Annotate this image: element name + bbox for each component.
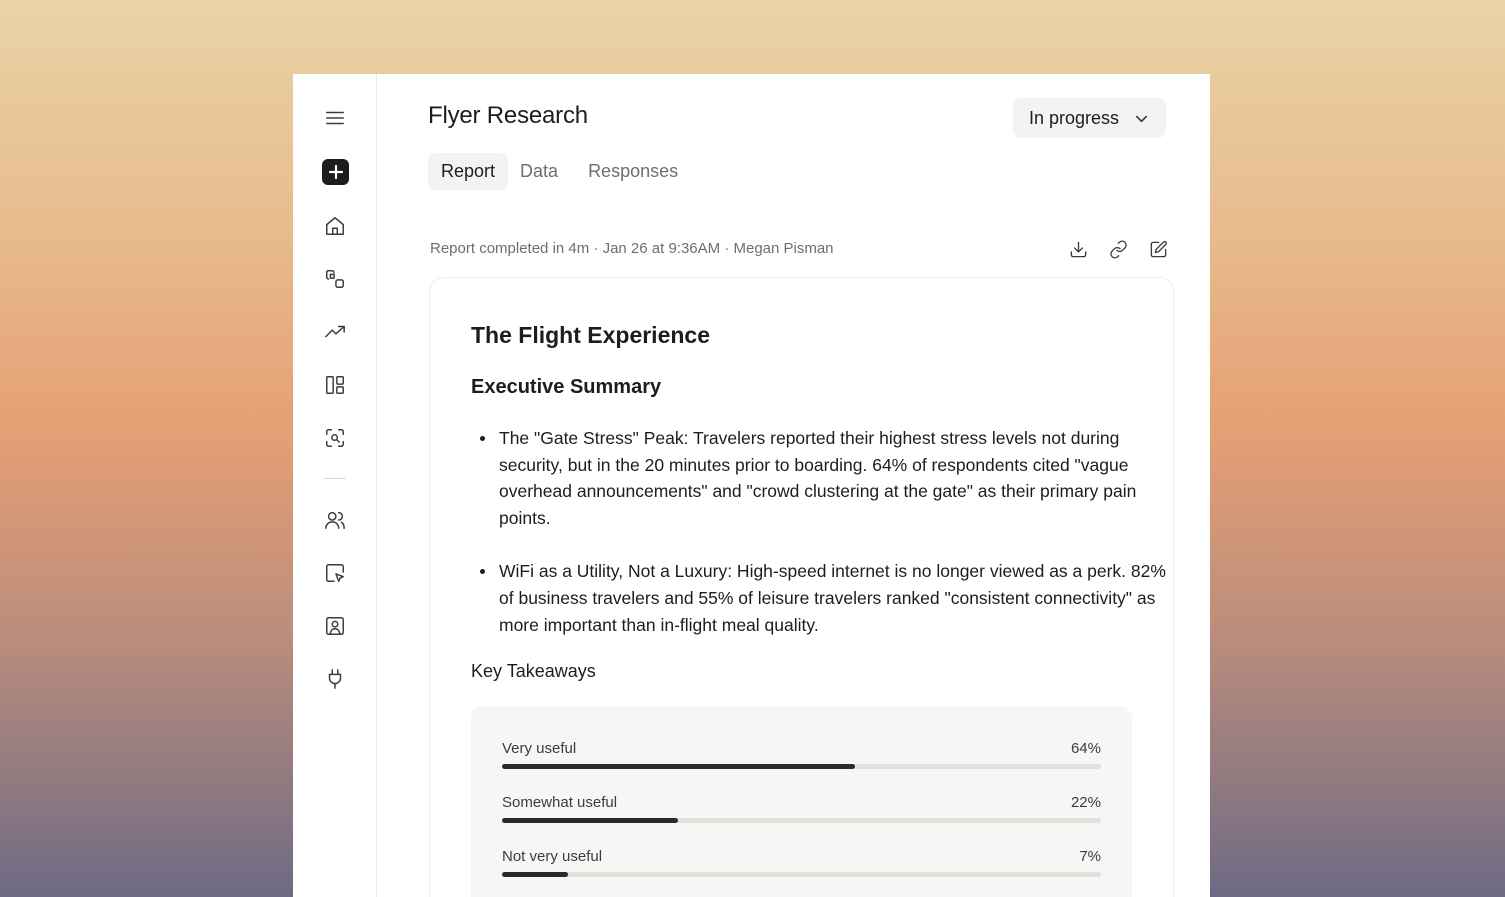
list-item: The "Gate Stress" Peak: Travelers reported their highest stress levels not during security, but in the 20 minutes prior to boarding. 64% of respondents cited "vague overhead announcements" and "crowd clustering at the gate" as their primary pain points. bbox=[499, 425, 1179, 531]
list-item: WiFi as a Utility, Not a Luxury: High-speed internet is no longer viewed as a perk. 82% of business travelers and 55% of leisure travelers ranked "consistent connectivity" as more important than in-flight meal quality. bbox=[499, 558, 1179, 638]
tab-bar bbox=[428, 153, 698, 190]
tab-responses[interactable]: Responses bbox=[588, 161, 679, 181]
new-button[interactable] bbox=[322, 159, 349, 185]
plug-icon[interactable] bbox=[322, 666, 348, 692]
tab-report[interactable]: Report bbox=[428, 153, 508, 190]
progress-fill bbox=[502, 818, 678, 823]
progress-track bbox=[502, 818, 1101, 823]
scan-search-icon[interactable] bbox=[322, 425, 348, 451]
edit-button[interactable] bbox=[1147, 238, 1169, 260]
tab-data[interactable]: Data bbox=[520, 161, 559, 181]
sidebar bbox=[293, 74, 377, 897]
report-card bbox=[429, 277, 1174, 897]
menu-icon[interactable] bbox=[322, 105, 348, 131]
edit-icon bbox=[1149, 240, 1168, 259]
sidebar-divider bbox=[324, 478, 346, 479]
takeaways-panel bbox=[471, 706, 1132, 897]
progress-fill bbox=[502, 872, 568, 877]
layout-icon[interactable] bbox=[322, 372, 348, 398]
status-dropdown[interactable] bbox=[1013, 98, 1166, 138]
takeaway-percent: 7% bbox=[1079, 848, 1101, 865]
status-value: In progress bbox=[1029, 107, 1120, 128]
summary-list bbox=[471, 425, 1179, 665]
main-content bbox=[377, 74, 1210, 897]
page-title: Flyer Research bbox=[428, 102, 588, 129]
takeaway-percent: 64% bbox=[1070, 740, 1101, 757]
download-icon bbox=[1069, 240, 1088, 259]
report-title: The Flight Experience bbox=[471, 322, 710, 348]
home-icon[interactable] bbox=[322, 213, 348, 239]
app-window bbox=[293, 74, 1210, 897]
download-button[interactable] bbox=[1067, 238, 1089, 260]
link-icon bbox=[1109, 240, 1128, 259]
contact-icon[interactable] bbox=[322, 613, 348, 639]
cursor-box-icon[interactable] bbox=[322, 560, 348, 586]
plus-icon bbox=[329, 165, 343, 179]
chevron-down-icon bbox=[1135, 112, 1148, 125]
progress-track bbox=[502, 764, 1101, 769]
progress-track bbox=[502, 872, 1101, 877]
section-heading: Executive Summary bbox=[471, 376, 662, 398]
users-icon[interactable] bbox=[322, 507, 348, 533]
report-meta: Report completed in 4m · Jan 26 at 9:36AM · Megan Pisman bbox=[430, 240, 834, 257]
report-actions bbox=[1067, 238, 1187, 260]
takeaway-label: Not very useful bbox=[502, 848, 603, 865]
progress-fill bbox=[502, 764, 855, 769]
copy-link-button[interactable] bbox=[1107, 238, 1129, 260]
takeaway-label: Very useful bbox=[502, 740, 577, 757]
takeaways-label: Key Takeaways bbox=[471, 661, 596, 681]
takeaway-label: Somewhat useful bbox=[502, 794, 618, 811]
trend-icon[interactable] bbox=[322, 319, 348, 345]
shapes-icon[interactable] bbox=[322, 266, 348, 292]
takeaway-percent: 22% bbox=[1070, 794, 1101, 811]
